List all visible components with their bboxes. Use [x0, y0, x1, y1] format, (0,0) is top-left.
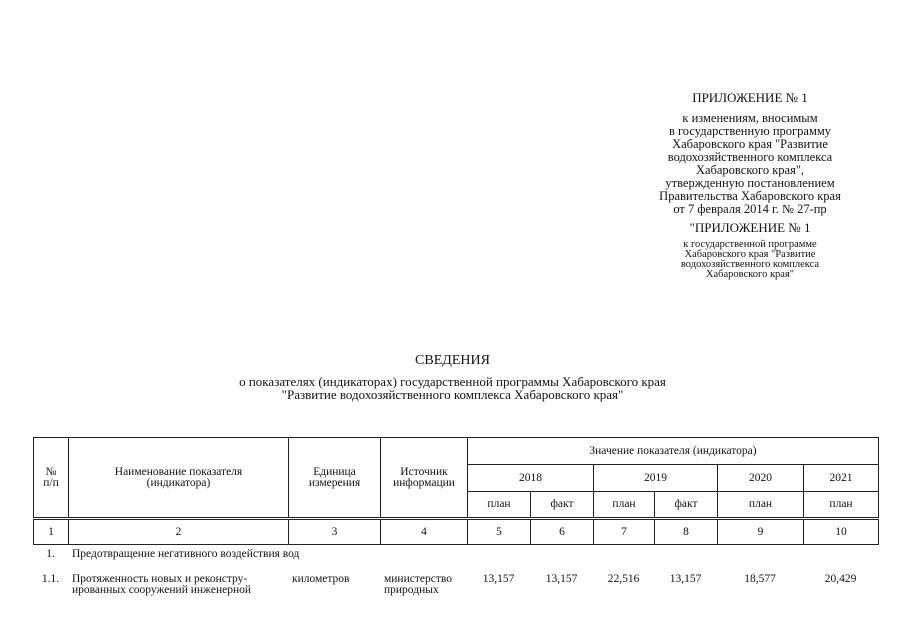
row-value: 18,577	[744, 573, 776, 585]
original-appendix-text	[620, 240, 880, 280]
section-title: Предотвращение негативного воздействия вод	[72, 548, 300, 560]
header-plan-fact: факт	[655, 492, 718, 518]
column-number: 9	[718, 520, 804, 545]
original-appendix-title: "ПРИЛОЖЕНИЕ № 1	[689, 220, 811, 235]
header-value: Значение показателя (индикатора)	[468, 438, 879, 465]
row-value: 13,157	[669, 573, 702, 585]
header-plan-fact: план	[594, 492, 655, 518]
appendix-line: в государственную программу	[668, 124, 832, 138]
header-plan-fact: факт	[531, 492, 594, 518]
column-number: 2	[69, 520, 289, 545]
original-appendix-line: водохозяйственного комплекса	[680, 259, 820, 270]
table-row	[33, 574, 878, 596]
appendix-text	[620, 112, 880, 216]
appendix-title: ПРИЛОЖЕНИЕ № 1	[692, 90, 808, 105]
column-number: 1	[34, 520, 69, 545]
column-number: 4	[381, 520, 468, 545]
indicators-table-header	[33, 437, 879, 545]
row-value: 22,516	[607, 573, 640, 585]
header-source: Источник информации	[381, 438, 468, 518]
indicators-table-body	[33, 549, 878, 596]
row-unit: километров	[292, 573, 350, 585]
document-title: СВЕДЕНИЯ	[415, 353, 490, 368]
header-year: 2019	[594, 465, 718, 492]
row-value: 20,429	[824, 573, 857, 585]
row-number: 1.1.	[41, 573, 60, 585]
row-value: 13,157	[482, 573, 515, 585]
appendix-line: водохозяйственного комплекса	[667, 150, 833, 164]
column-number: 10	[804, 520, 879, 545]
header-year: 2021	[804, 465, 879, 492]
header-plan-fact: план	[804, 492, 879, 518]
header-year: 2018	[468, 465, 594, 492]
header-unit: Единица измерения	[289, 438, 381, 518]
column-number: 5	[468, 520, 531, 545]
row-indicator-name: Протяженность новых и реконстру- ированных сооружений инженерной	[72, 573, 252, 596]
appendix-line: утвержденную постановлением	[665, 176, 835, 190]
column-number: 7	[594, 520, 655, 545]
column-number: 3	[289, 520, 381, 545]
row-source: министерство природных	[384, 573, 452, 596]
appendix-line: Правительства Хабаровского края	[659, 189, 841, 203]
document-subtitle-line: о показателях (индикаторах) государственной программы Хабаровского края	[239, 374, 666, 389]
section-row	[33, 549, 878, 574]
header-plan-fact: план	[468, 492, 531, 518]
appendix-line: Хабаровского края "Развитие	[672, 137, 828, 151]
original-appendix-line: Хабаровского края "Развитие	[684, 249, 816, 260]
document-subtitle	[0, 375, 905, 401]
appendix-line: от 7 февраля 2014 г. № 27-пр	[673, 202, 827, 216]
section-number: 1.	[46, 548, 55, 560]
row-value: 13,157	[545, 573, 578, 585]
appendix-line: Хабаровского края",	[695, 163, 805, 177]
header-num: № п/п	[34, 438, 69, 518]
appendix-line: к изменениям, вносимым	[682, 111, 818, 125]
document-subtitle-line: "Развитие водохозяйственного комплекса Хабаровского края"	[281, 387, 624, 402]
original-appendix-line: Хабаровского края"	[705, 269, 795, 280]
column-number: 6	[531, 520, 594, 545]
original-appendix-line: к государственной программе	[683, 239, 817, 250]
header-plan-fact: план	[718, 492, 804, 518]
header-indicator-name: Наименование показателя (индикатора)	[69, 438, 289, 518]
header-year: 2020	[718, 465, 804, 492]
column-number: 8	[655, 520, 718, 545]
